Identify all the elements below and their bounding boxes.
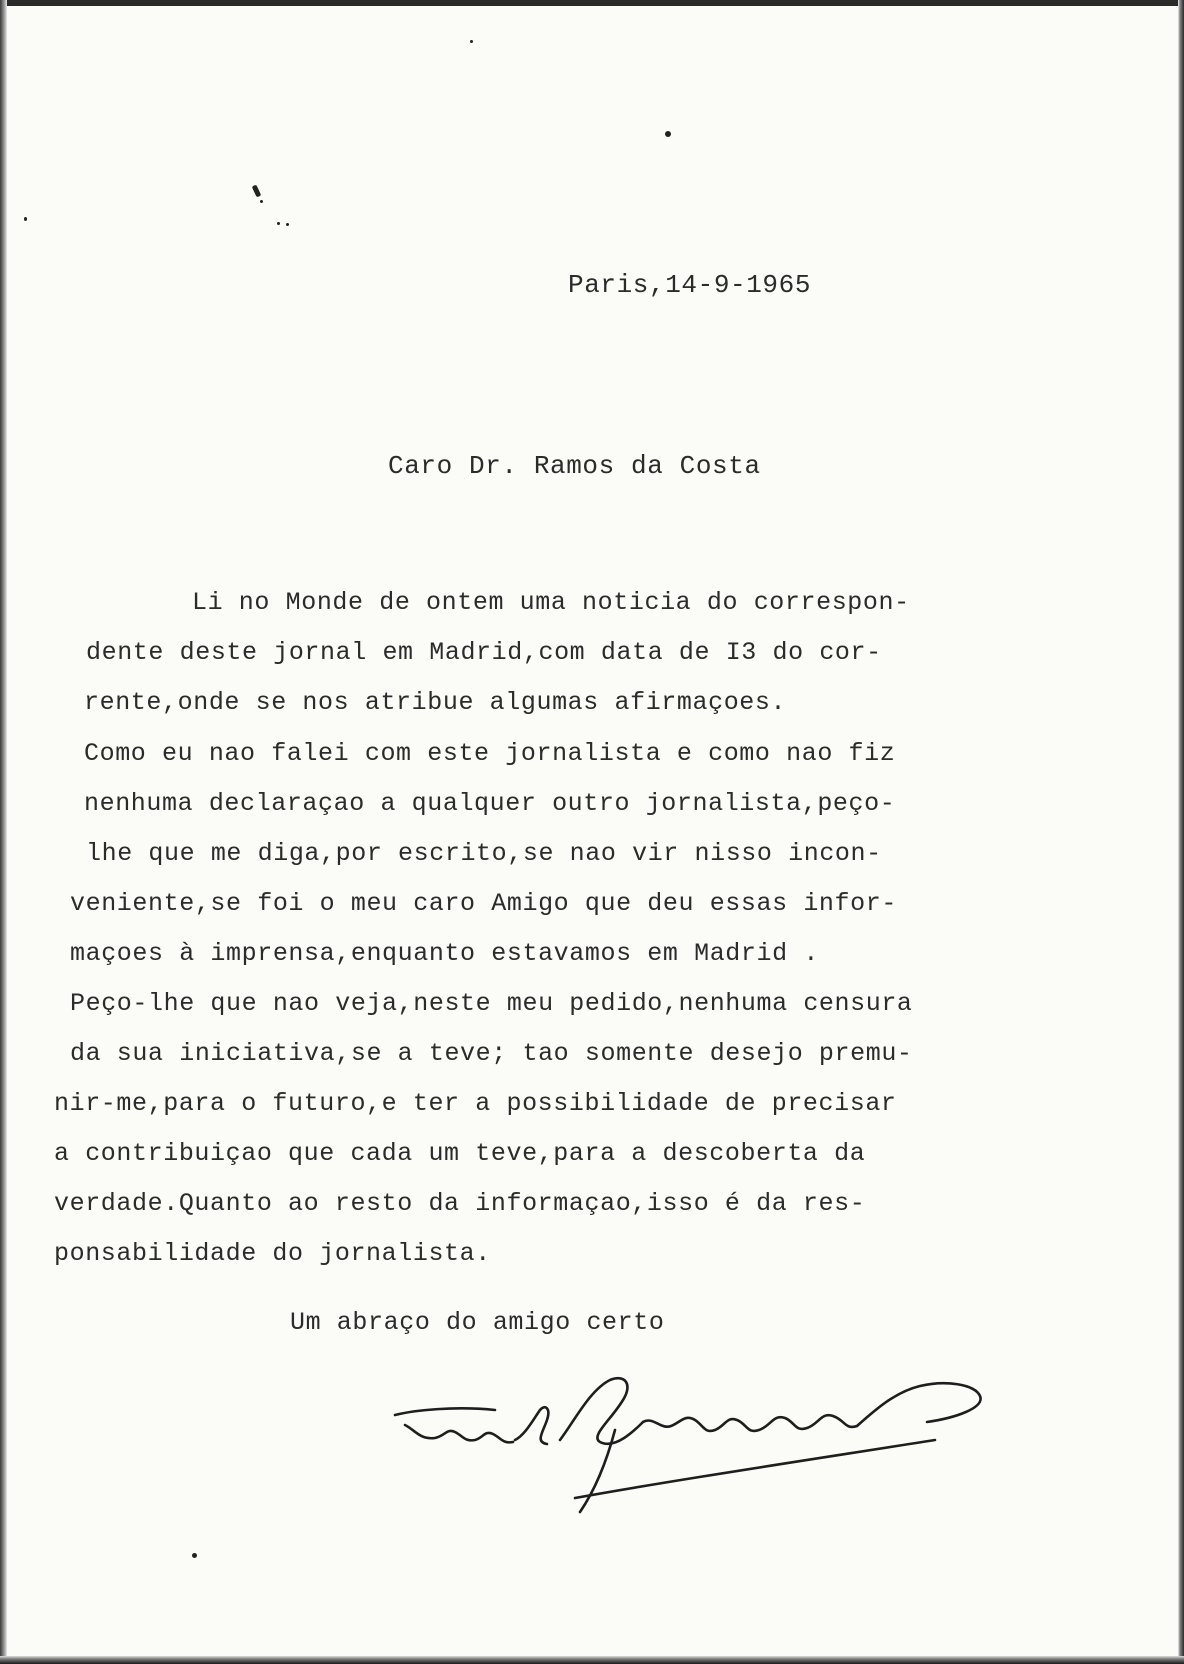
body-line: nir-me,para o futuro,e ter a possibilidade de precisar [54,1089,897,1118]
body-line: verdade.Quanto ao resto da informaçao,isso é da res- [54,1189,866,1218]
ink-speck [277,222,280,225]
body-line: Peço-lhe que nao veja,neste meu pedido,nenhuma censura [70,989,913,1018]
body-line: Li no Monde de ontem uma noticia do correspon- [192,588,910,617]
ink-speck [24,217,27,221]
body-line: Como eu nao falei com este jornalista e como nao fiz [84,739,896,768]
ink-speck [260,200,263,203]
scan-edge-left [0,0,7,1664]
scan-edge-bottom [0,1656,1184,1664]
letter-date: Paris,14-9-1965 [568,270,812,300]
letter-closing: Um abraço do amigo certo [290,1308,665,1337]
body-line: rente,onde se nos atribue algumas afirmaçoes. [84,688,787,717]
body-line: ponsabilidade do jornalista. [54,1239,491,1268]
scan-edge-right [1178,0,1184,1664]
ink-speck [286,223,289,226]
letter-salutation: Caro Dr. Ramos da Costa [388,451,761,481]
scan-edge-top [0,0,1184,6]
ink-speck [470,40,473,43]
handwritten-signature [375,1370,1005,1520]
ink-speck [665,131,671,137]
body-line: maçoes à imprensa,enquanto estavamos em Madrid . [70,939,819,968]
body-line: lhe que me diga,por escrito,se nao vir nisso incon- [86,839,882,868]
body-line: veniente,se foi o meu caro Amigo que deu essas infor- [70,889,897,918]
body-line: nenhuma declaraçao a qualquer outro jornalista,peço- [84,789,896,818]
body-line: da sua iniciativa,se a teve; tao somente desejo premu- [70,1039,913,1068]
ink-speck [252,185,262,198]
body-line: a contribuiçao que cada um teve,para a descoberta da [54,1139,866,1168]
ink-speck [192,1553,197,1558]
body-line: dente deste jornal em Madrid,com data de I3 do cor- [86,638,882,667]
